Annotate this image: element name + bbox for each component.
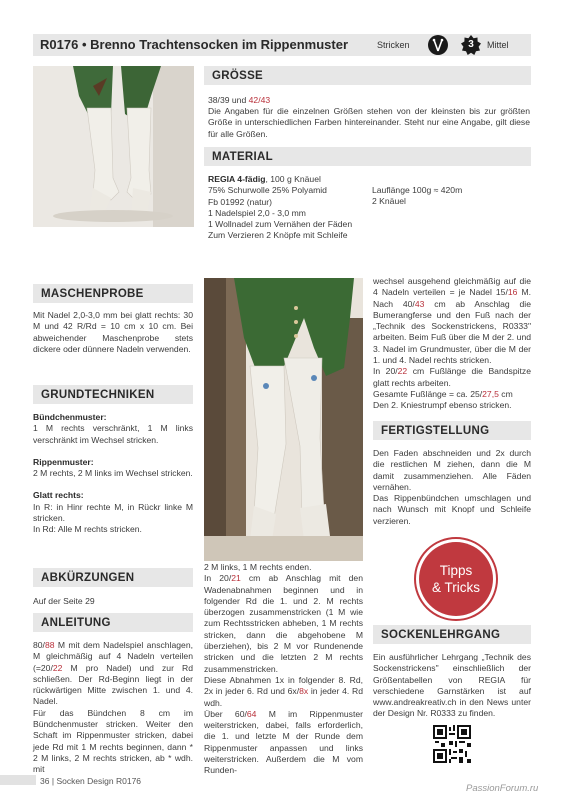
tipps-line2: & Tricks: [431, 580, 480, 595]
pattern-code: R0176: [40, 37, 79, 52]
magazine-title: Socken Design R0176: [56, 776, 142, 786]
glatt-rechts-line1: In R: in Hinr rechte M, in Rückr linke M stricken.: [33, 501, 193, 524]
grundtechniken-heading: GRUNDTECHNIKEN: [33, 385, 193, 404]
tipps-line1: Tipps: [439, 563, 473, 578]
skein-count: 2 Knäuel: [372, 196, 406, 207]
fertigstellung-heading: FERTIGSTELLUNG: [373, 421, 531, 440]
middle-photo: [204, 278, 363, 561]
title-bullet: •: [81, 37, 87, 52]
maschenprobe-text: Mit Nadel 2,0-3,0 mm bei glatt rechts: 30 M und 42 R/Rd = 10 cm x 10 cm. Bei abweichender Maschenprobe stets dickere oder dünnere Nadeln verwenden.: [33, 310, 193, 354]
grundtechniken-list: [33, 412, 193, 536]
yarn-length: Lauflänge 100g ≈ 420m: [372, 185, 463, 195]
needles: 1 Nadelspiel 2,0 - 3,0 mm: [208, 207, 306, 218]
watermark: PassionForum.ru: [466, 783, 539, 794]
glatt-rechts-line2: In Rd: Alle M rechts stricken.: [33, 524, 142, 535]
anleitung-heading: ANLEITUNG: [33, 613, 193, 632]
abkuerzungen-text: Auf der Seite 29: [33, 596, 95, 606]
groesse-heading: GRÖSSE: [204, 66, 531, 85]
anleitung-text-middle: 2 M links, 1 M rechts enden. In 20/21 cm ab Anschlag mit den Wadenabnahmen beginnen und in folgender Rd die 1. und 2. M rechts überzogen zusammenstricken (1 M wie zum Rechtsstricken abheben, 1 M rechts stricken, dann die abgehobene M überziehen), bis 2 M vor Rundenende stricken und die letzten 2 M rechts zusammenstricken. Diese Abnahmen 1x in folgender 8. Rd, 2x in jeder 6. Rd und 6x/8x in jeder 4. Rd wdh. Über 60/64 M im Rippenmuster weiterstricken, dabei, falls erforderlich, die 1. und letzte M der Runde dem Rippenmuster anpassen und links weiterstricken. Außerdem die M vom Runden-: [204, 562, 363, 776]
groesse-sizes: 38/39 und 42/43: [208, 95, 271, 105]
difficulty-number: 3: [468, 39, 474, 50]
qr-code[interactable]: [433, 725, 471, 763]
footer-text: 36 | Socken Design R0176: [40, 776, 142, 786]
page-number: 36: [40, 776, 50, 786]
knitting-needles-icon: [428, 35, 448, 55]
fertigstellung-text: Den Faden abschneiden und 2x durch die restlichen M ziehen, dann die M damit zusammenziehen. Alle Fäden vernähen. Das Rippenbündchen umschlagen und nach Wunsch mit Knopf und Schleife verzieren.: [373, 448, 531, 526]
sockenlehrgang-text: Ein ausführlicher Lehrgang „Technik des Sockenstrickens" einschließlich der Größentabellen von REGIA für verschiedene Garnstärken ist auf www.andreakreativ.ch in den News unter der Design Nr. R0333 zu finden.: [373, 652, 531, 719]
difficulty-badge-icon: [461, 35, 481, 55]
buttons: Zum Verzieren 2 Knöpfe mit Schleife: [208, 230, 348, 241]
rippenmuster-title: Rippenmuster:: [33, 456, 94, 467]
rippenmuster-text: 2 M rechts, 2 M links im Wechsel stricken.: [33, 468, 193, 479]
pattern-name: Brenno Trachtensocken im Rippenmuster: [90, 37, 349, 52]
groesse-note: Die Angaben für die einzelnen Größen stehen von der kleinsten bis zur größten Größe in unterschiedlichen Farben hintereinander. Steht nur eine Angabe, gilt diese für alle Größen.: [208, 106, 530, 139]
glatt-rechts-title: Glatt rechts:: [33, 490, 84, 501]
difficulty-label: Mittel: [487, 40, 509, 50]
wool-needle: 1 Wollnadel zum Vernähen der Fäden: [208, 219, 353, 230]
material-heading: MATERIAL: [204, 147, 531, 166]
material-extra: [372, 185, 522, 208]
abkuerzungen-heading: ABKÜRZUNGEN: [33, 568, 193, 587]
yarn-name: REGIA 4-fädig: [208, 174, 266, 184]
buendchenmuster-text: 1 M rechts verschränkt, 1 M links verschränkt im Wechsel stricken.: [33, 423, 193, 445]
anleitung-text-left: 80/88 M mit dem Nadelspiel anschlagen, M gleichmäßig auf 4 Nadeln verteilen (=20/22 M pro Nadel) und zur Rd schließen. Der Rd-Beginn liegt in der rückwärtigen Mitte zwischen 1. und 4. Nadel. Für das Bündchen 8 cm im Bündchenmuster stricken. Weiter den Schaft im Rippenmuster stricken, dabei jede Rd mit 1 M rechts beginnen, dann * 2 M links, 2 M rechts stricken, ab * wdh. mit: [33, 640, 193, 775]
buendchenmuster-title: Bündchenmuster:: [33, 412, 107, 422]
material-list: REGIA 4-fädig, 100 g Knäuel 75% Schurwolle 25% Polyamid Fb 01992 (natur) 1 Nadelspiel 2,0 - 3,0 mm 1 Wollnadel zum Vernähen der Fäden Zum Verzieren 2 Knöpfe mit Schleife: [208, 174, 378, 242]
yarn-fiber: 75% Schurwolle 25% Polyamid: [208, 185, 327, 196]
maschenprobe-heading: MASCHENPROBE: [33, 284, 193, 303]
page-title: [40, 37, 348, 52]
sockenlehrgang-heading: SOCKENLEHRGANG: [373, 625, 531, 644]
size-small: 38/39: [208, 95, 230, 105]
yarn-color: Fb 01992 (natur): [208, 196, 273, 207]
tipps-tricks-circle: [419, 542, 493, 616]
top-photo: [33, 66, 194, 227]
footer-bar: [0, 775, 36, 785]
anleitung-text-right: wechsel ausgehend gleichmäßig auf die 4 Nadeln verteilen = je Nadel 15/16 M. Nach 40/43 cm ab Anschlag die Bumerangferse und den Fuß nach der „Technik des Sockenstrickens, R0333" arbeiten. Beim Fuß über die M der 2. und 3. Nadel im Grundmuster, über die M der 1. und 4. Nadel rechts stricken. In 20/22 cm Fußlänge die Bandspitze glatt rechts arbeiten. Gesamte Fußlänge = ca. 25/27,5 cm Den 2. Kniestrumpf ebenso stricken.: [373, 276, 531, 411]
stricken-label: Stricken: [377, 40, 410, 50]
size-large: 42/43: [248, 95, 271, 105]
